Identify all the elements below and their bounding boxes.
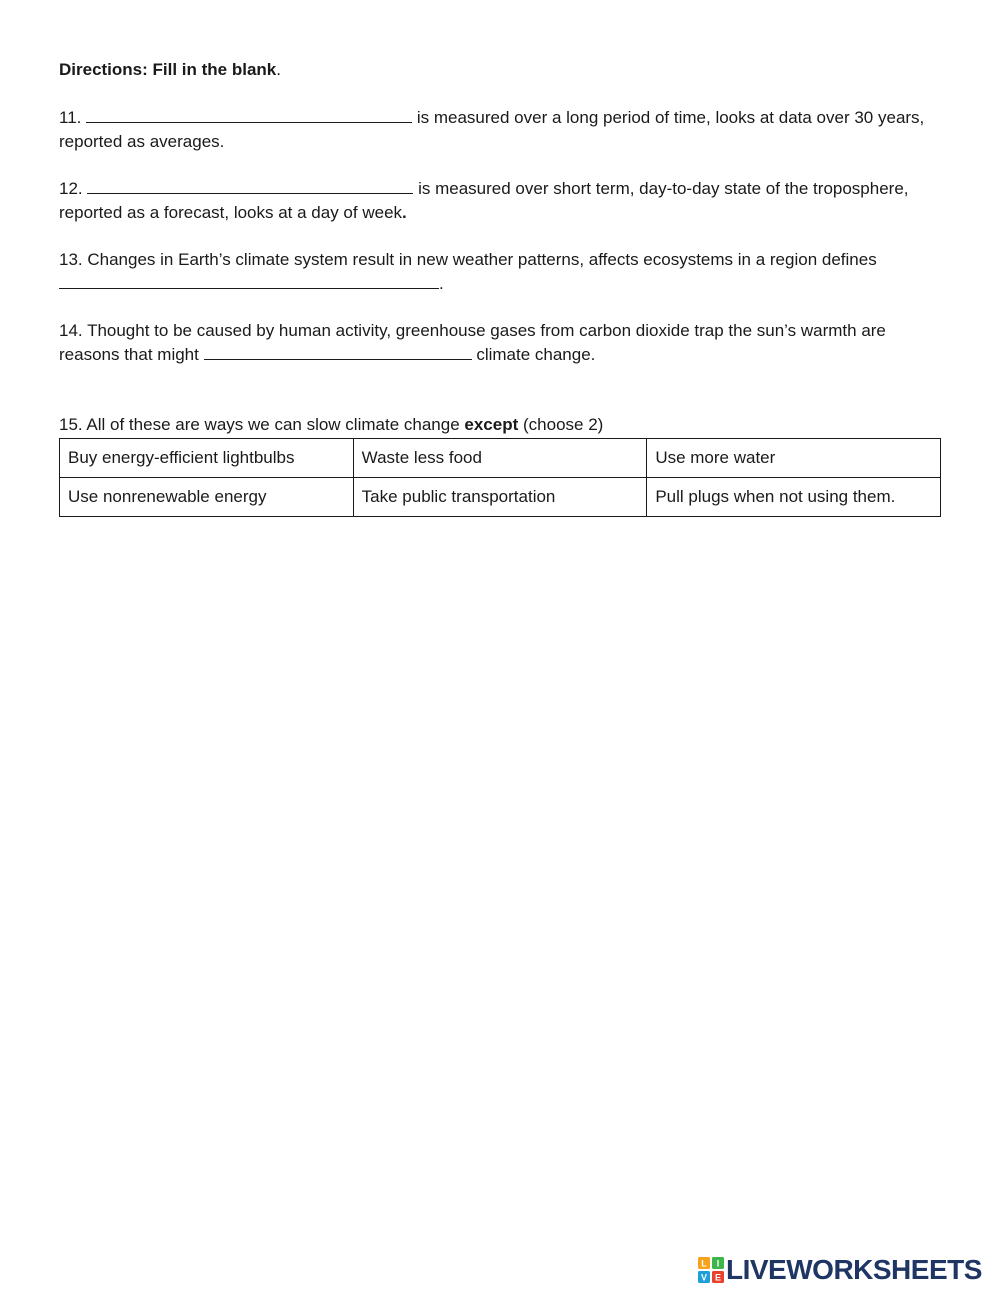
svg-text:E: E <box>714 1272 722 1283</box>
liveworksheets-logo <box>698 1255 982 1285</box>
choice-option[interactable]: Use nonrenewable energy <box>60 478 354 517</box>
choice-option[interactable]: Use more water <box>647 439 941 478</box>
question-11-number: 11. <box>59 108 82 127</box>
choice-option[interactable]: Pull plugs when not using them. <box>647 478 941 517</box>
svg-text:V: V <box>700 1272 708 1283</box>
choice-option[interactable]: Buy energy-efficient lightbulbs <box>60 439 354 478</box>
answer-blank-12[interactable] <box>87 177 413 194</box>
question-14-text-before: Thought to be caused by human activity, greenhouse gases from carbon dioxide trap the sun’s warmth are reasons that might <box>59 321 886 364</box>
choices-table <box>59 438 941 517</box>
question-15-prompt <box>59 414 944 436</box>
question-13-text: Changes in Earth’s climate system result in new weather patterns, affects ecosystems in a region defines <box>87 250 877 269</box>
question-11 <box>59 106 944 154</box>
question-12-text: is measured over short term, day-to-day state of the troposphere, reported as a forecast, looks at a day of week <box>59 179 909 222</box>
question-14-text-after: climate change. <box>476 345 596 364</box>
question-14-number: 14. <box>59 321 83 340</box>
question-15-prompt-after: (choose 2) <box>523 415 604 434</box>
question-13 <box>59 248 944 296</box>
choices-row <box>60 439 941 478</box>
question-13-number: 13. <box>59 250 83 269</box>
question-11-text: is measured over a long period of time, looks at data over 30 years, reported as averages. <box>59 108 925 151</box>
directions-period: . <box>276 60 281 79</box>
svg-text:L: L <box>701 1258 707 1269</box>
answer-blank-14[interactable] <box>204 343 472 360</box>
answer-blank-11[interactable] <box>86 106 412 123</box>
liveworksheets-logo-text: LIVEWORKSHEETS <box>726 1254 982 1285</box>
choices-row <box>60 478 941 517</box>
question-12 <box>59 177 944 225</box>
choice-option[interactable]: Take public transportation <box>353 478 647 517</box>
directions <box>59 60 281 80</box>
question-15-prompt-bold: except <box>464 415 519 434</box>
question-12-end: . <box>402 203 407 222</box>
question-13-end: . <box>439 274 444 293</box>
answer-blank-13[interactable] <box>59 272 439 289</box>
question-15-prompt-before: 15. All of these are ways we can slow climate change <box>59 415 460 434</box>
liveworksheets-logo-icon <box>698 1257 724 1283</box>
question-14 <box>59 319 944 367</box>
question-12-number: 12. <box>59 179 83 198</box>
svg-text:I: I <box>716 1258 720 1269</box>
directions-label: Directions: Fill in the blank <box>59 60 277 79</box>
choice-option[interactable]: Waste less food <box>353 439 647 478</box>
